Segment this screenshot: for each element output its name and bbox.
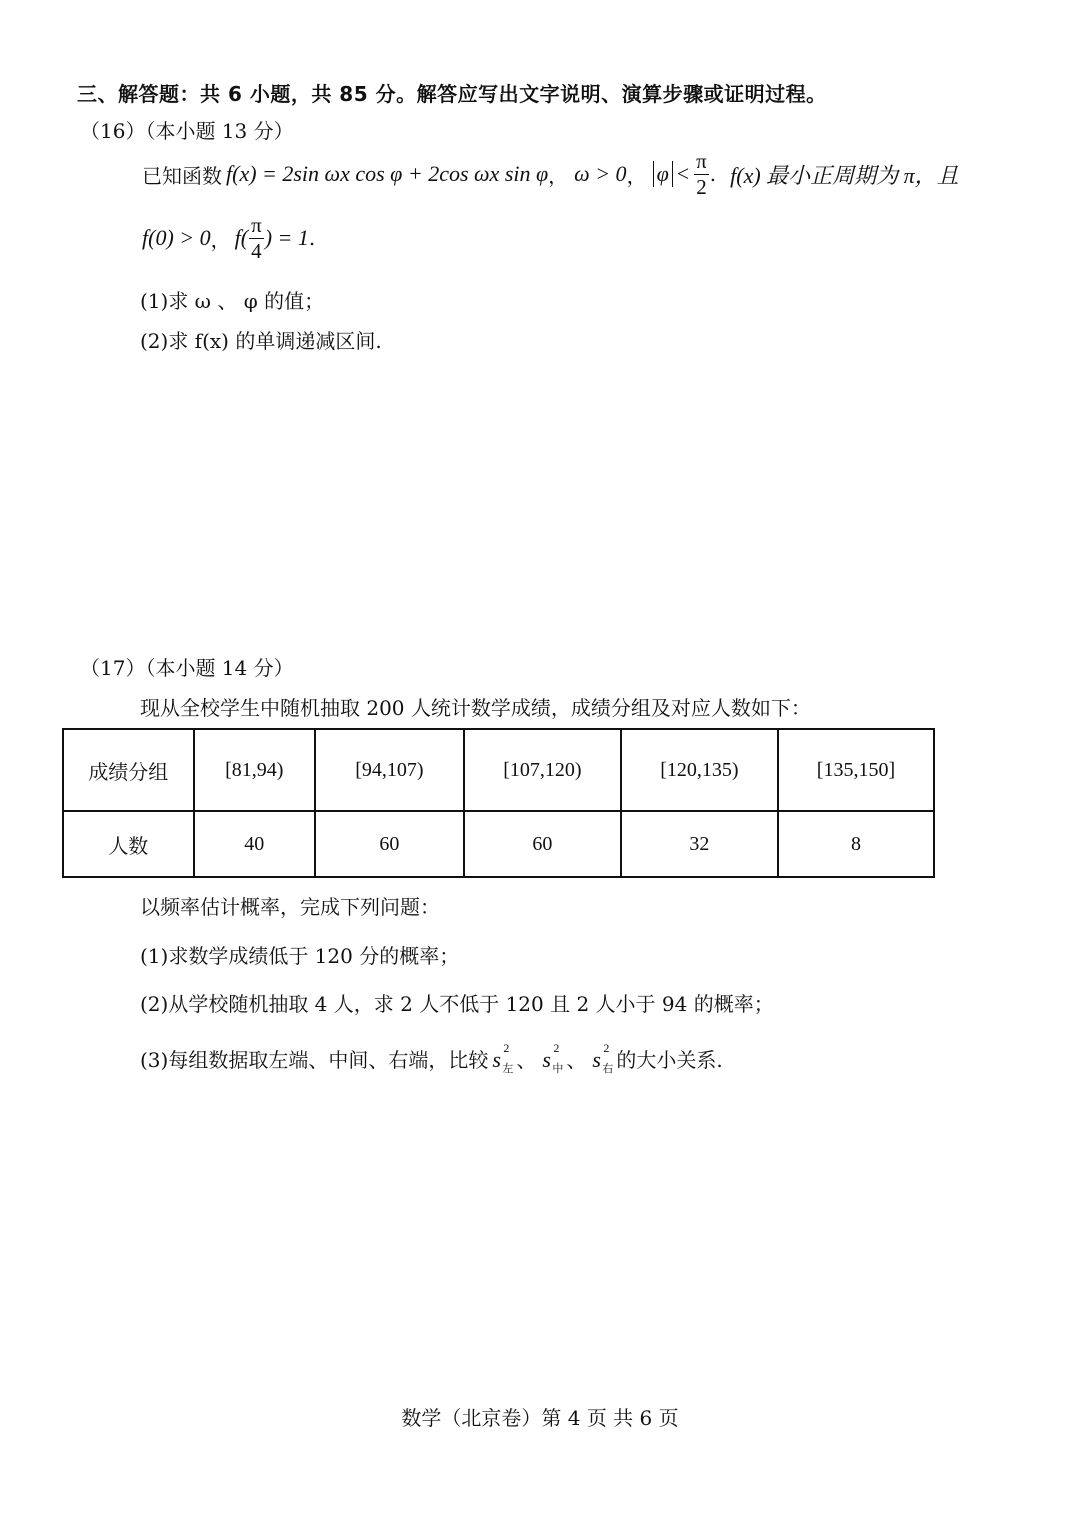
- q16-pi-over-2: [694, 148, 709, 199]
- q16-denominator-2: 2: [696, 174, 707, 199]
- q16-period-text: f(x) 最小正周期为 π，且: [730, 162, 959, 188]
- table-cell-count: 60: [315, 811, 464, 877]
- q16-pi-numerator-2: π: [251, 212, 262, 237]
- q17-sep-2: 、: [566, 1047, 587, 1072]
- q17-part3-suffix: 的大小关系.: [616, 1047, 723, 1072]
- q16-comma-3: ，: [210, 227, 231, 252]
- q17-part3: [140, 1040, 723, 1076]
- variance-symbol: s: [592, 1047, 601, 1072]
- q16-period-2: .: [308, 226, 316, 250]
- q16-stem-line1: [142, 150, 959, 198]
- variance-right: [592, 1041, 614, 1075]
- q17-title: （17）（本小题 14 分）: [80, 656, 294, 680]
- table-cell-count: 32: [621, 811, 778, 877]
- q16-stem-line2: [142, 214, 315, 262]
- q16-title: （16）（本小题 13 分）: [80, 119, 294, 143]
- q17-sep-1: 、: [516, 1047, 537, 1072]
- table-cell-interval: [94,107): [315, 729, 464, 811]
- variance-power: 2: [503, 1041, 510, 1055]
- table-cell-interval: [120,135): [621, 729, 778, 811]
- q16-denominator-4: 4: [251, 238, 262, 263]
- q16-part1: (1)求 ω 、 φ 的值；: [140, 289, 325, 313]
- table-row-intervals: [63, 729, 934, 811]
- q16-f-open: f(: [234, 225, 249, 250]
- variance-subscript-left: 左: [502, 1062, 514, 1075]
- variance-middle: [542, 1041, 564, 1075]
- q16-function: f(x) = 2sin ωx cos φ + 2cos ωx sin φ: [226, 161, 549, 186]
- table-header-count: 人数: [63, 811, 194, 877]
- variance-symbol: s: [492, 1047, 501, 1072]
- q16-less-than: <: [676, 161, 690, 186]
- page-footer: 数学（北京卷）第 4 页 共 6 页: [401, 1406, 679, 1430]
- score-table: [62, 728, 935, 878]
- variance-power: 2: [603, 1041, 610, 1055]
- q16-stem-prefix: 已知函数: [142, 163, 222, 188]
- variance-subscript-right: 右: [602, 1062, 614, 1075]
- variance-left: [492, 1041, 514, 1075]
- q16-part2: (2)求 f(x) 的单调递减区间.: [140, 329, 382, 353]
- variance-subscript-middle: 中: [552, 1062, 564, 1075]
- q16-pi-over-4: [249, 212, 264, 263]
- variance-power: 2: [553, 1041, 560, 1055]
- table-cell-interval: [81,94): [194, 729, 315, 811]
- table-cell-interval: [135,150]: [778, 729, 934, 811]
- table-cell-interval: [107,120): [464, 729, 621, 811]
- q16-phi-abs: φ: [653, 161, 673, 187]
- table-header-group: 成绩分组: [63, 729, 194, 811]
- q17-part1: (1)求数学成绩低于 120 分的概率；: [140, 944, 460, 968]
- section-heading: 三、解答题：共 6 小题，共 85 分。解答应写出文字说明、演算步骤或证明过程。: [77, 82, 827, 106]
- q16-pi-numerator: π: [696, 148, 707, 173]
- table-cell-count: 60: [464, 811, 621, 877]
- q17-intro: 现从全校学生中随机抽取 200 人统计数学成绩，成绩分组及对应人数如下：: [140, 696, 811, 720]
- table-cell-count: 40: [194, 811, 315, 877]
- q16-comma-1: ，: [548, 163, 569, 188]
- variance-symbol: s: [542, 1047, 551, 1072]
- q16-comma-2: ，: [626, 163, 647, 188]
- q16-period-1: .: [709, 162, 717, 186]
- q16-f-close: ) = 1: [264, 225, 309, 250]
- q16-omega-condition: ω > 0: [574, 161, 627, 186]
- q17-part2: (2)从学校随机抽取 4 人，求 2 人不低于 120 且 2 人小于 94 的概率；: [140, 992, 774, 1016]
- q17-part3-prefix: (3)每组数据取左端、中间、右端，比较: [140, 1047, 489, 1072]
- q16-f0-condition: f(0) > 0: [142, 225, 211, 250]
- q17-instruction: 以频率估计概率，完成下列问题：: [140, 895, 440, 919]
- table-cell-count: 8: [778, 811, 934, 877]
- table-row-counts: [63, 811, 934, 877]
